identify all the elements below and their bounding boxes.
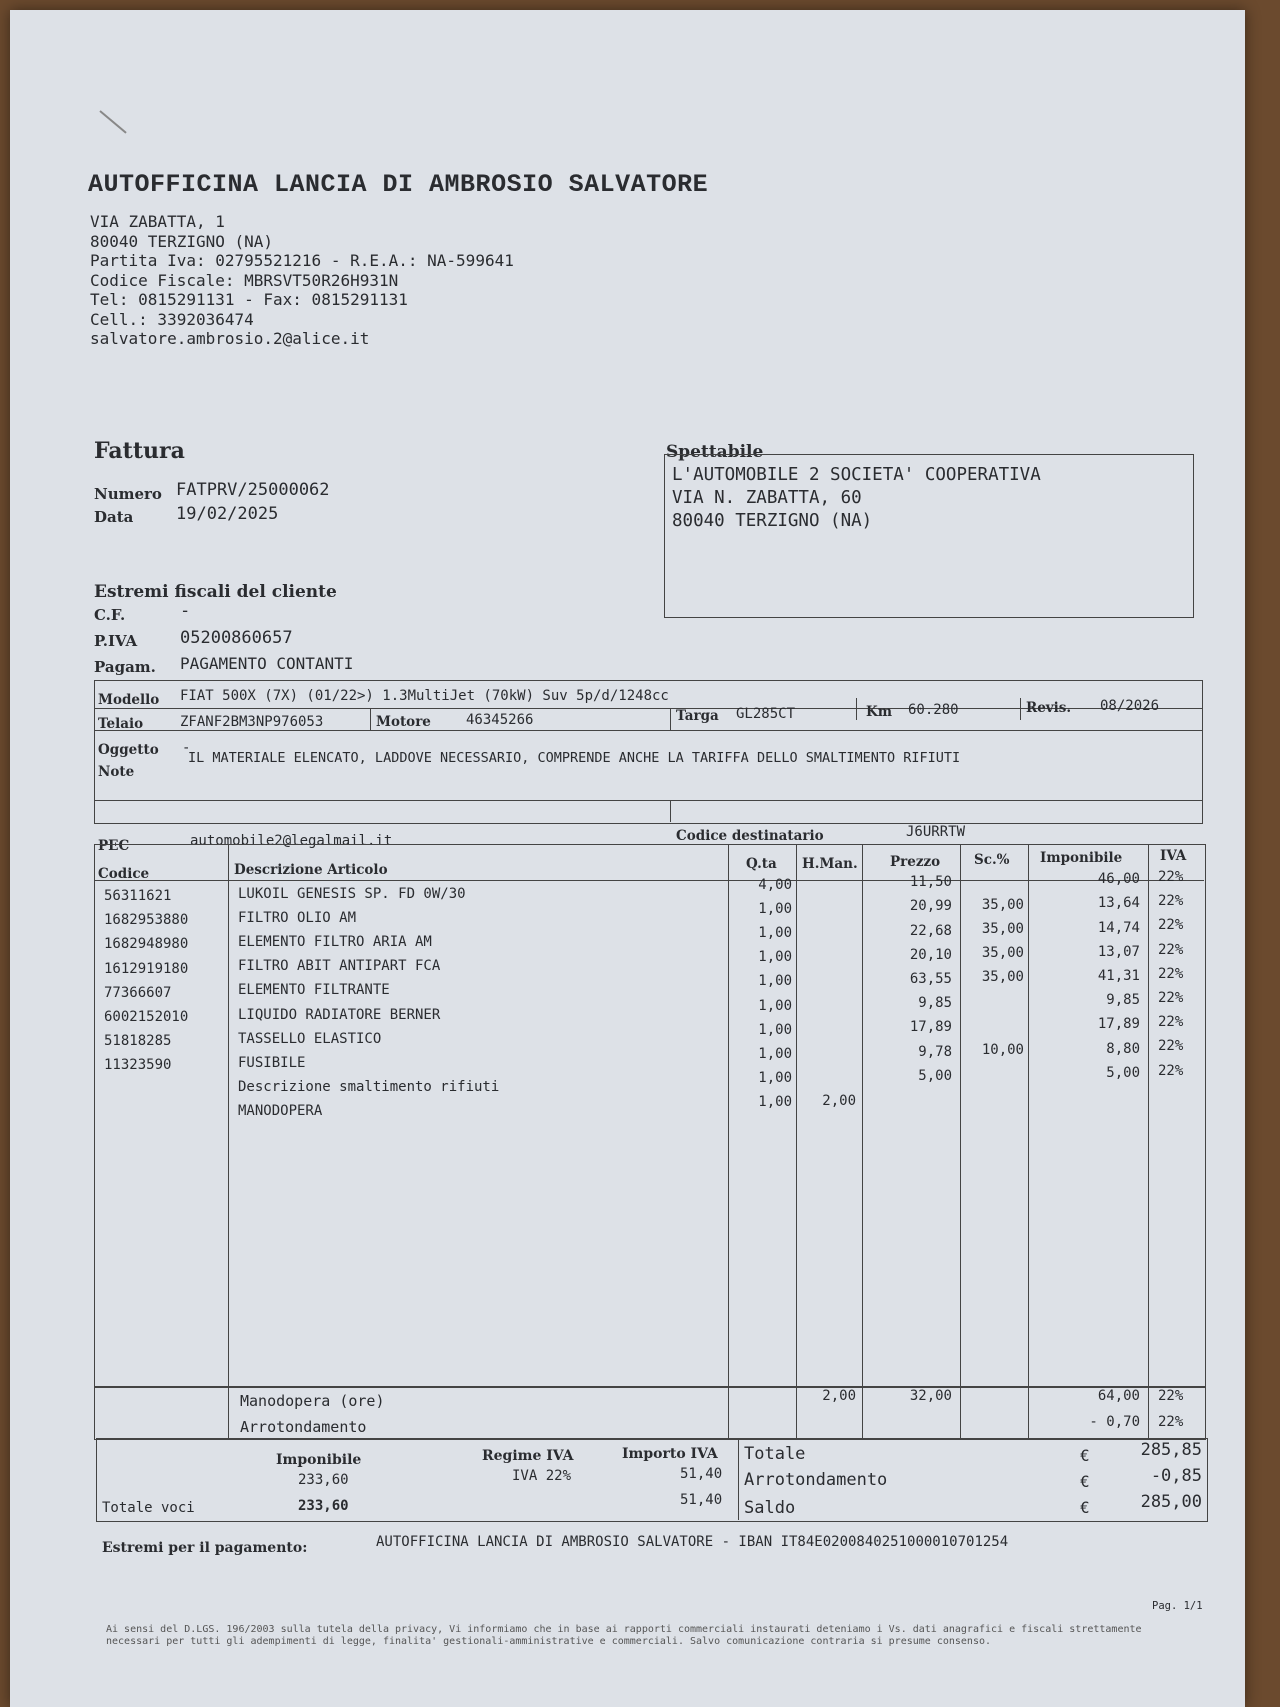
privacy-notice: Ai sensi del D.LGS. 196/2003 sulla tutela della privacy, Vi informiamo che in base ai rapporti commerciali instaurati deteniamo i Vs. dati anagrafici e fiscali strettamente necessari per tutti gli adempimenti di legge, finalita' gestionali-amministrative e commerciali. Salvo comunicazione contraria si presume consenso. xyxy=(106,1624,1142,1647)
cell-imponibile: 46,00 xyxy=(1097,871,1140,888)
fiscal-title: Estremi fiscali del cliente xyxy=(94,582,337,602)
pen-mark xyxy=(99,110,126,133)
oggetto-label: Oggetto xyxy=(98,742,159,758)
cell-descrizione: FILTRO ABIT ANTIPART FCA xyxy=(238,958,441,975)
cell-descrizione: ELEMENTO FILTRANTE xyxy=(238,982,390,999)
codice-dest-value: J6URRTW xyxy=(906,824,966,840)
payment-value: AUTOFFICINA LANCIA DI AMBROSIO SALVATORE - IBAN IT84E0200840251000010701254 xyxy=(376,1534,1009,1550)
oggetto-value: - xyxy=(182,740,191,756)
pec-label: PEC xyxy=(98,838,130,854)
importo-label: Importo IVA xyxy=(622,1446,718,1462)
company-line: Partita Iva: 02795521216 - R.E.A.: NA-599641 xyxy=(90,251,514,270)
arrotondamento-iva: 22% xyxy=(1158,1414,1184,1430)
cell-sc: 35,00 xyxy=(981,896,1024,913)
col-qta: Q.ta xyxy=(746,856,777,872)
cell-qta: 1,00 xyxy=(758,925,792,942)
col-sc: Sc.% xyxy=(974,852,1010,868)
cell-qta: 1,00 xyxy=(758,1094,792,1111)
regime-label: Regime IVA xyxy=(482,1448,574,1464)
cell-prezzo: 9,85 xyxy=(918,995,952,1012)
cell-prezzo: 5,00 xyxy=(918,1067,952,1084)
note-label: Note xyxy=(98,764,135,780)
km-value: 60.280 xyxy=(908,702,959,718)
invoice-sheet xyxy=(10,10,1245,1707)
cell-imponibile: 13,07 xyxy=(1097,943,1140,960)
cell-prezzo: 11,50 xyxy=(909,874,952,891)
company-line: 80040 TERZIGNO (NA) xyxy=(90,231,274,251)
totale-voci-label: Totale voci xyxy=(102,1500,195,1516)
manodopera-label: Manodopera (ore) xyxy=(240,1392,385,1410)
cell-imponibile: 9,85 xyxy=(1106,992,1140,1009)
pagam-value: PAGAMENTO CONTANTI xyxy=(180,654,354,673)
data-value: 19/02/2025 xyxy=(176,504,279,524)
col-prezzo: Prezzo xyxy=(890,854,941,870)
cell-sc: 35,00 xyxy=(981,969,1024,986)
modello-value: FIAT 500X (7X) (01/22>) 1.3MultiJet (70kW) Suv 5p/d/1248cc xyxy=(180,688,669,704)
cell-sc: 10,00 xyxy=(981,1041,1024,1058)
cell-codice: 6002152010 xyxy=(104,1009,189,1025)
summary-arrotondamento-value: -0,85 xyxy=(1150,1466,1202,1486)
cell-codice: 51818285 xyxy=(104,1033,172,1050)
cell-imponibile: 17,89 xyxy=(1097,1016,1140,1033)
cell-codice: 11323590 xyxy=(104,1057,172,1074)
modello-label: Modello xyxy=(98,692,160,708)
cell-prezzo: 20,10 xyxy=(909,946,952,963)
cell-codice: 56311621 xyxy=(104,888,172,904)
arrotondamento-imponibile: - 0,70 xyxy=(1089,1414,1140,1430)
saldo-value: 285,00 xyxy=(1140,1492,1202,1512)
totale-voci-imponibile: 233,60 xyxy=(298,1498,349,1514)
cell-qta: 1,00 xyxy=(758,900,792,917)
codice-dest-label: Codice destinatario xyxy=(676,828,824,844)
page-number: Pag. 1/1 xyxy=(1152,1600,1203,1612)
cell-iva: 22% xyxy=(1158,917,1184,934)
cell-iva: 22% xyxy=(1158,965,1184,982)
cell-qta: 1,00 xyxy=(758,997,792,1014)
recipient-line: L'AUTOMOBILE 2 SOCIETA' COOPERATIVA xyxy=(672,465,1041,485)
cell-prezzo: 20,99 xyxy=(909,898,952,915)
telaio-value: ZFANF2BM3NP976053 xyxy=(180,714,324,730)
imponibile-value: 233,60 xyxy=(298,1472,349,1488)
invoice-title: Fattura xyxy=(94,438,185,464)
summary-arrotondamento-label: Arrotondamento xyxy=(744,1470,888,1490)
targa-value: GL285CT xyxy=(736,706,796,722)
regime-value: IVA 22% xyxy=(512,1468,572,1484)
cell-prezzo: 22,68 xyxy=(909,922,952,939)
cell-hman: 2,00 xyxy=(822,1093,856,1110)
data-label: Data xyxy=(94,508,134,526)
cell-prezzo: 17,89 xyxy=(909,1019,952,1036)
cell-descrizione: FILTRO OLIO AM xyxy=(238,909,357,926)
cell-prezzo: 9,78 xyxy=(918,1043,952,1060)
cell-imponibile: 14,74 xyxy=(1097,919,1140,936)
cell-qta: 1,00 xyxy=(758,1046,792,1063)
arrotondamento-currency: € xyxy=(1080,1472,1090,1491)
spettabile-label: Spettabile xyxy=(666,442,764,462)
cell-qta: 1,00 xyxy=(758,973,792,990)
col-imponibile: Imponibile xyxy=(1040,850,1123,866)
manodopera-prezzo: 32,00 xyxy=(909,1388,952,1404)
cell-qta: 1,00 xyxy=(758,1021,792,1038)
numero-label: Numero xyxy=(94,485,162,503)
col-iva: IVA xyxy=(1160,848,1187,864)
payment-label: Estremi per il pagamento: xyxy=(102,1540,308,1556)
saldo-label: Saldo xyxy=(744,1498,796,1518)
targa-label: Targa xyxy=(676,708,719,724)
company-line: Cell.: 3392036474 xyxy=(90,309,254,329)
cell-qta: 1,00 xyxy=(758,1070,792,1087)
company-line: VIA ZABATTA, 1 xyxy=(90,212,225,231)
totale-voci-iva: 51,40 xyxy=(680,1492,723,1508)
numero-value: FATPRV/25000062 xyxy=(176,480,330,500)
col-descrizione: Descrizione Articolo xyxy=(234,862,388,878)
cell-qta: 4,00 xyxy=(758,876,792,893)
motore-label: Motore xyxy=(376,714,431,730)
revis-value: 08/2026 xyxy=(1100,698,1160,714)
totale-currency: € xyxy=(1080,1446,1090,1465)
manodopera-ore: 2,00 xyxy=(822,1388,856,1404)
importo-value: 51,40 xyxy=(680,1466,723,1482)
manodopera-iva: 22% xyxy=(1158,1388,1184,1404)
cell-iva: 22% xyxy=(1158,893,1184,910)
totale-label: Totale xyxy=(744,1444,806,1464)
saldo-currency: € xyxy=(1080,1498,1090,1517)
company-line: salvatore.ambrosio.2@alice.it xyxy=(90,329,370,348)
cell-imponibile: 41,31 xyxy=(1097,968,1140,985)
pagam-label: Pagam. xyxy=(94,658,156,676)
company-details xyxy=(90,212,514,349)
company-line: Codice Fiscale: MBRSVT50R26H931N xyxy=(90,270,399,290)
cell-imponibile: 5,00 xyxy=(1106,1064,1140,1081)
cell-descrizione: MANODOPERA xyxy=(238,1103,323,1120)
cell-codice: 1612919180 xyxy=(104,960,189,977)
col-hman: H.Man. xyxy=(802,856,858,872)
telaio-label: Telaio xyxy=(98,716,144,732)
recipient-line: VIA N. ZABATTA, 60 xyxy=(672,488,862,508)
piva-value: 05200860657 xyxy=(180,628,293,648)
recipient-address xyxy=(672,464,1041,533)
cell-codice: 1682948980 xyxy=(104,936,189,953)
col-codice: Codice xyxy=(98,866,150,882)
cell-iva: 22% xyxy=(1158,1014,1184,1031)
company-name: AUTOFFICINA LANCIA DI AMBROSIO SALVATORE xyxy=(88,170,709,199)
note-value: IL MATERIALE ELENCATO, LADDOVE NECESSARIO, COMPRENDE ANCHE LA TARIFFA DELLO SMALTIMENTO RIFIUTI xyxy=(188,750,961,766)
cell-descrizione: FUSIBILE xyxy=(238,1054,306,1071)
cell-codice: 1682953880 xyxy=(104,912,189,929)
totale-value: 285,85 xyxy=(1140,1440,1202,1460)
cf-label: C.F. xyxy=(94,606,126,624)
cell-imponibile: 13,64 xyxy=(1097,895,1140,912)
pec-value: automobile2@legalmail.it xyxy=(190,833,393,849)
company-line: Tel: 0815291131 - Fax: 0815291131 xyxy=(90,290,408,309)
cell-descrizione: TASSELLO ELASTICO xyxy=(238,1030,382,1047)
cell-descrizione: LUKOIL GENESIS SP. FD 0W/30 xyxy=(238,885,466,902)
cell-iva: 22% xyxy=(1158,941,1184,958)
cell-iva: 22% xyxy=(1158,869,1184,886)
piva-label: P.IVA xyxy=(94,632,138,650)
arrotondamento-label: Arrotondamento xyxy=(240,1418,367,1436)
cell-iva: 22% xyxy=(1158,990,1184,1007)
cf-value: - xyxy=(180,601,191,621)
motore-value: 46345266 xyxy=(466,712,534,728)
imponibile-label: Imponibile xyxy=(276,1452,362,1468)
km-label: Km xyxy=(866,704,893,720)
cell-prezzo: 63,55 xyxy=(909,971,952,988)
cell-descrizione: Descrizione smaltimento rifiuti xyxy=(238,1079,500,1096)
cell-descrizione: ELEMENTO FILTRO ARIA AM xyxy=(238,933,432,950)
cell-qta: 1,00 xyxy=(758,949,792,966)
recipient-line: 80040 TERZIGNO (NA) xyxy=(672,511,873,531)
cell-sc: 35,00 xyxy=(981,920,1024,937)
revis-label: Revis. xyxy=(1026,700,1072,716)
cell-codice: 77366607 xyxy=(104,984,172,1001)
cell-imponibile: 8,80 xyxy=(1106,1040,1140,1057)
cell-iva: 22% xyxy=(1158,1038,1184,1055)
manodopera-imponibile: 64,00 xyxy=(1097,1388,1140,1404)
cell-descrizione: LIQUIDO RADIATORE BERNER xyxy=(238,1006,441,1023)
cell-iva: 22% xyxy=(1158,1062,1184,1079)
cell-sc: 35,00 xyxy=(981,945,1024,962)
